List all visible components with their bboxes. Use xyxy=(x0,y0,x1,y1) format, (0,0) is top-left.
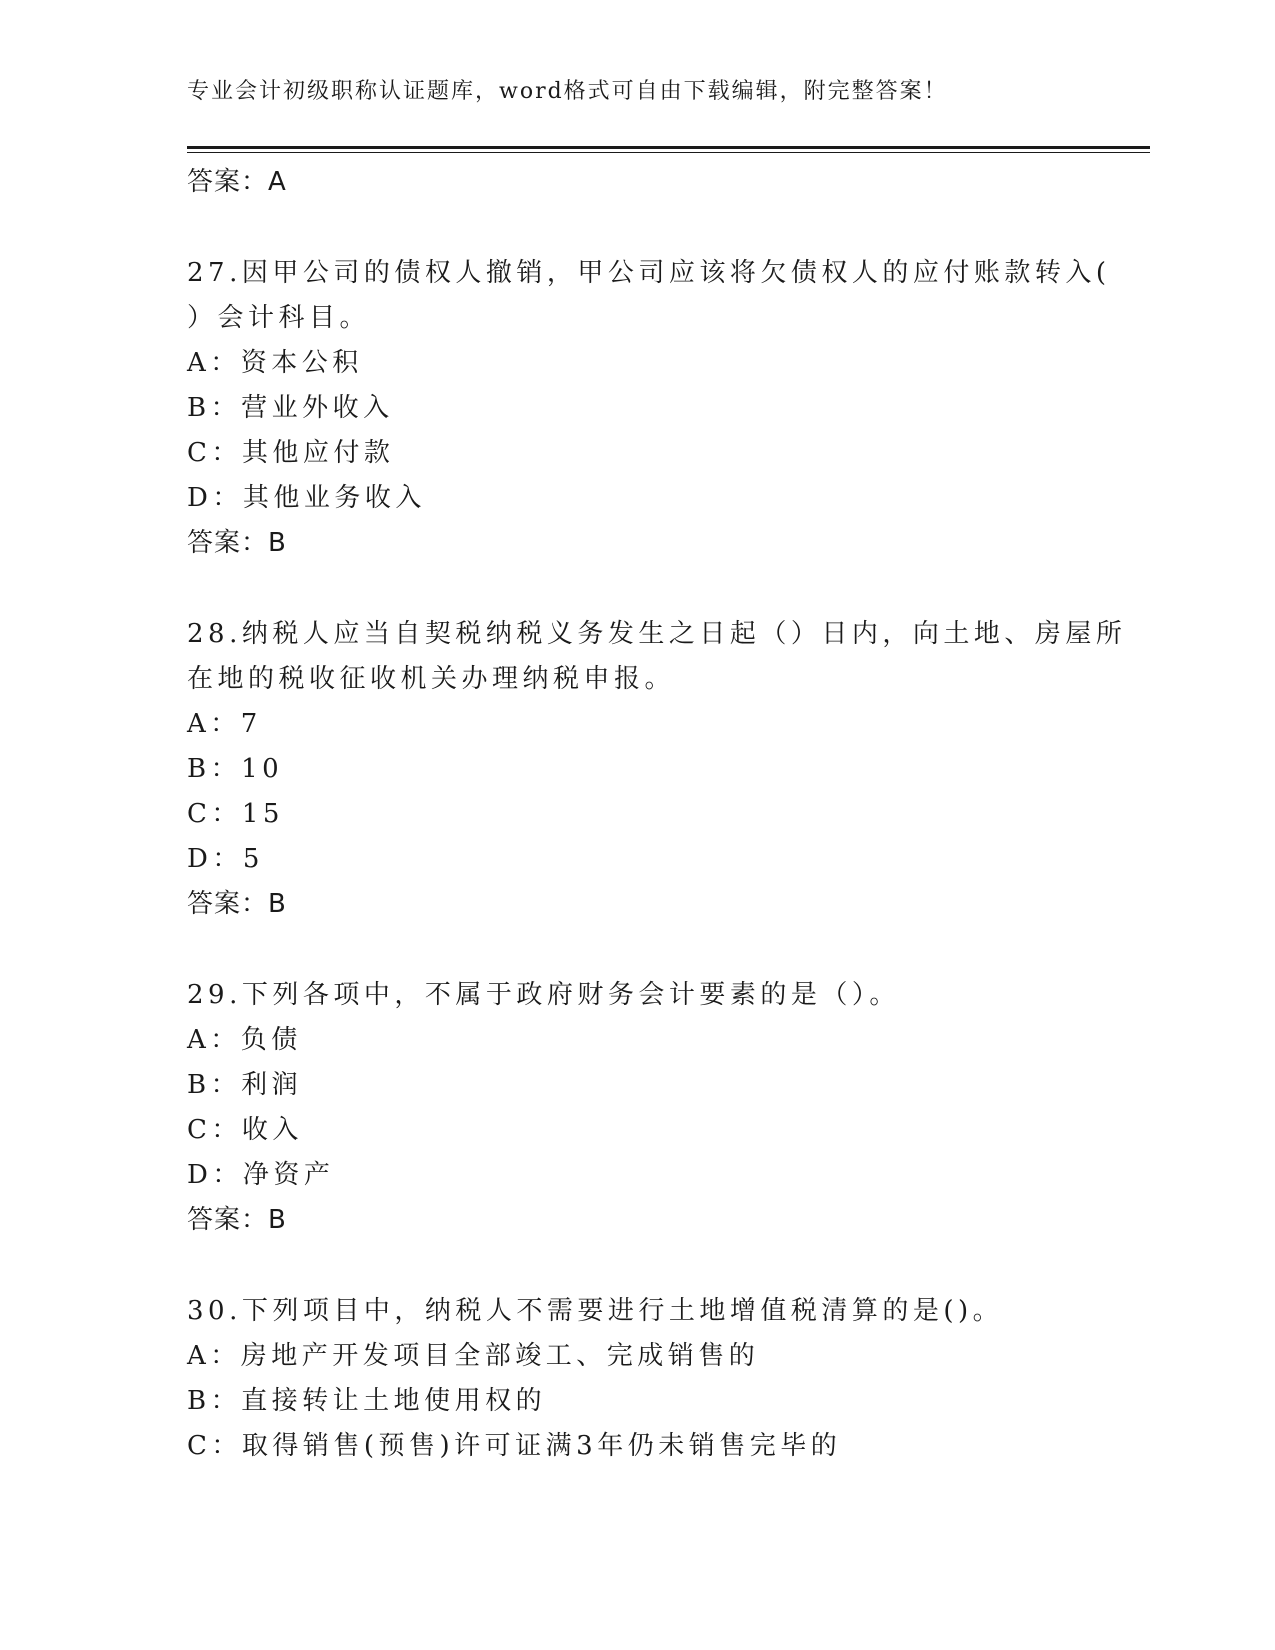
option-a: A：7 xyxy=(187,709,262,739)
question-stem-line: 29.下列各项中，不属于政府财务会计要素的是（）。 xyxy=(187,980,900,1010)
question-stem-line: 在地的税收征收机关办理纳税申报。 xyxy=(187,664,676,694)
question-stem-line: 30.下列项目中，纳税人不需要进行土地增值税清算的是()。 xyxy=(187,1296,1004,1326)
answer-label: 答案：B xyxy=(187,1205,287,1235)
option-d: D：其他业务收入 xyxy=(187,483,426,513)
question-27-stem xyxy=(187,251,1111,341)
option-a: A：负债 xyxy=(187,1025,302,1055)
spacer xyxy=(187,927,1087,973)
option-c: C：收入 xyxy=(187,1115,303,1145)
option-b: B：利润 xyxy=(187,1070,303,1100)
spacer xyxy=(187,1243,1087,1289)
question-stem-line: 28.纳税人应当自契税纳税义务发生之日起（）日内，向土地、房屋所 xyxy=(187,619,1127,649)
page-header-text: 专业会计初级职称认证题库，word格式可自由下载编辑，附完整答案！ xyxy=(187,79,948,104)
option-c: C：15 xyxy=(187,799,284,829)
question-29-stem xyxy=(187,973,1087,1018)
spacer xyxy=(187,205,1087,251)
spacer xyxy=(187,566,1087,612)
question-30-stem xyxy=(187,1289,1087,1334)
question-stem-line: 27.因甲公司的债权人撤销，甲公司应该将欠债权人的应付账款转入( xyxy=(187,258,1111,288)
answer-label: 答案：A xyxy=(187,167,287,197)
answer-label: 答案：B xyxy=(187,889,287,919)
answer-label: 答案：B xyxy=(187,528,287,558)
option-a: A：房地产开发项目全部竣工、完成销售的 xyxy=(187,1341,760,1371)
option-d: D：净资产 xyxy=(187,1160,335,1190)
header-divider-thick xyxy=(187,146,1150,149)
question-28-stem xyxy=(187,612,1127,702)
option-a: A：资本公积 xyxy=(187,348,363,378)
option-c: C：取得销售(预售)许可证满3年仍未销售完毕的 xyxy=(187,1431,842,1461)
option-c: C：其他应付款 xyxy=(187,438,395,468)
option-b: B：10 xyxy=(187,754,284,784)
option-d: D：5 xyxy=(187,844,264,874)
question-stem-line: ）会计科目。 xyxy=(187,303,371,333)
question-content xyxy=(187,160,1127,1469)
option-b: B：直接转让土地使用权的 xyxy=(187,1386,547,1416)
header-divider-thin xyxy=(187,152,1150,153)
option-b: B：营业外收入 xyxy=(187,393,394,423)
